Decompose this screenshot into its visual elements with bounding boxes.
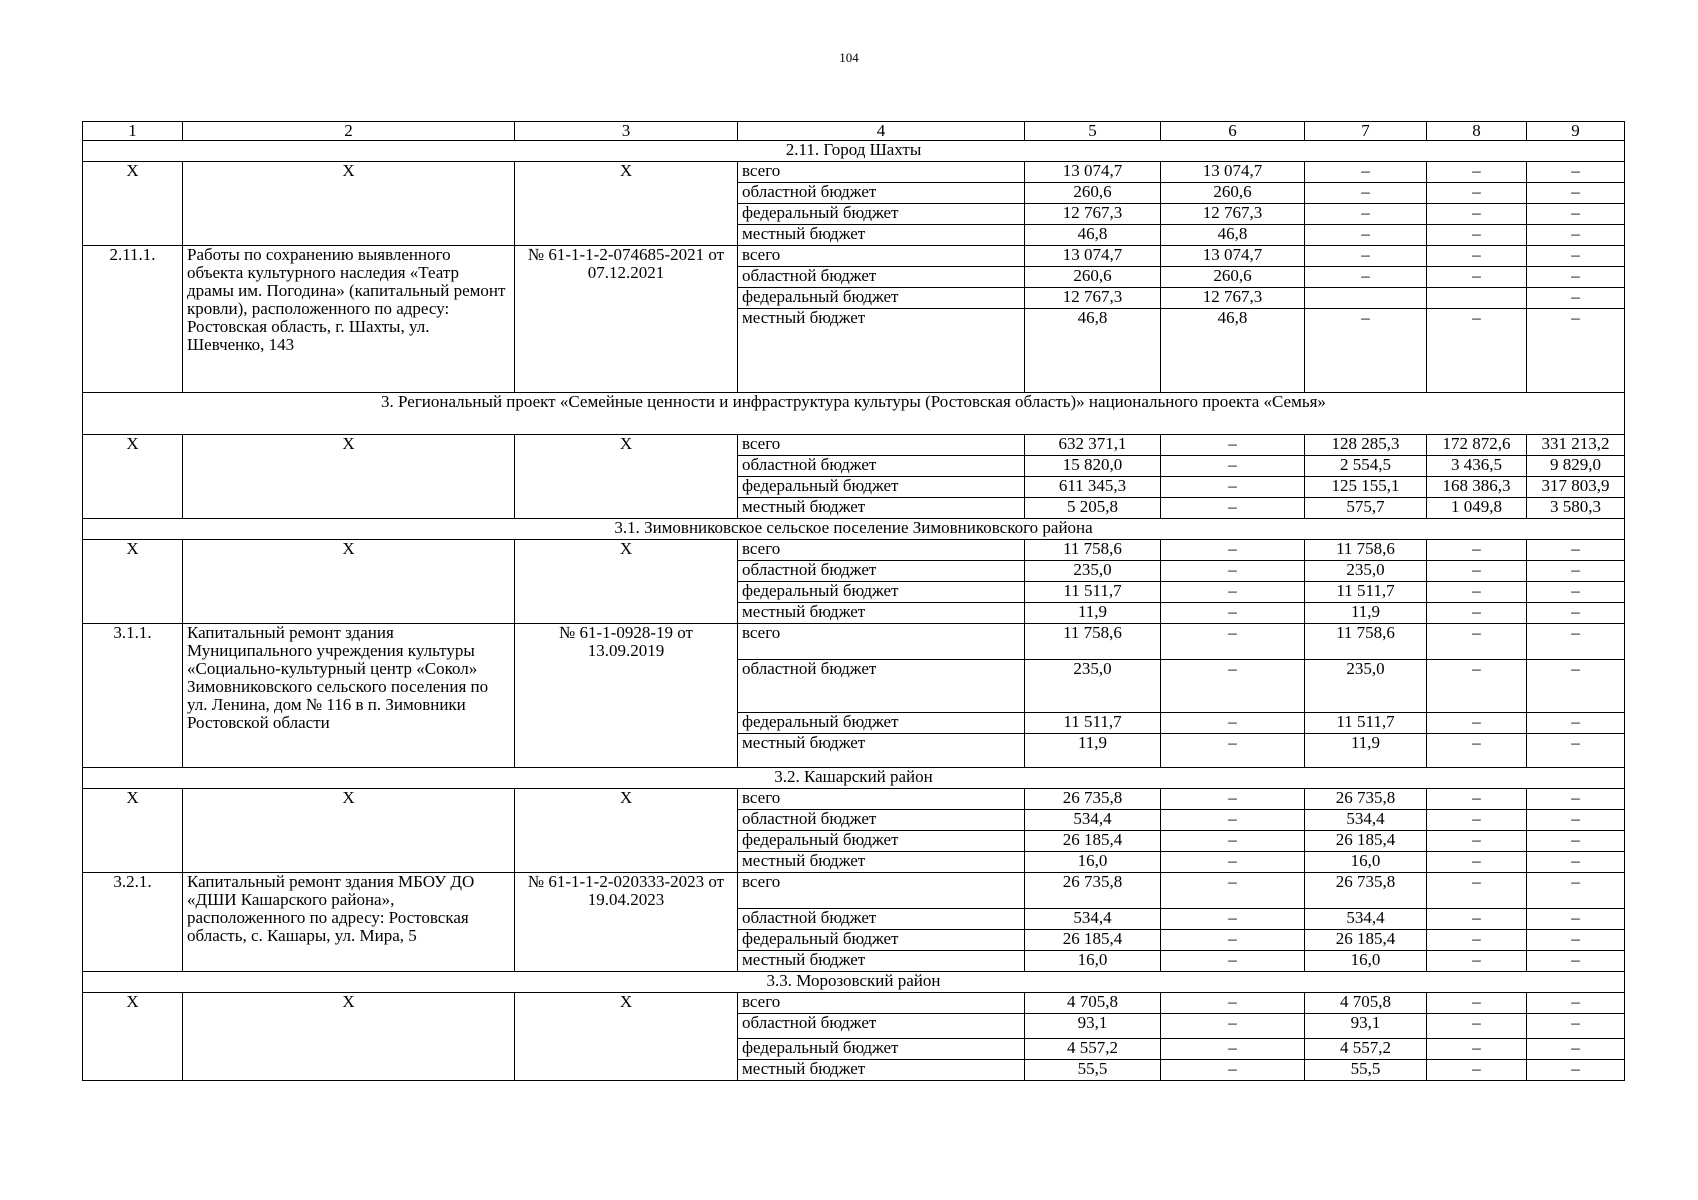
value-cell: – — [1305, 162, 1427, 183]
section-title: 3.3. Морозовский район — [83, 972, 1625, 993]
value-cell: 260,6 — [1025, 267, 1161, 288]
value-cell: – — [1161, 603, 1305, 624]
table-body — [83, 122, 1625, 1081]
value-cell: – — [1305, 204, 1427, 225]
document-ref: № 61-1-0928-19 от 13.09.2019 — [515, 624, 738, 768]
table-row — [83, 435, 1625, 456]
value-cell: 55,5 — [1305, 1060, 1427, 1081]
section-row — [83, 141, 1625, 162]
value-cell: 9 829,0 — [1527, 456, 1625, 477]
value-cell: – — [1427, 225, 1527, 246]
table-row — [83, 246, 1625, 267]
value-cell: – — [1161, 734, 1305, 768]
section-title: 3.1. Зимовниковское сельское поселение Зимовниковского района — [83, 519, 1625, 540]
value-cell: 13 074,7 — [1161, 162, 1305, 183]
header-cell: 1 — [83, 122, 183, 141]
budget-label: всего — [738, 435, 1025, 456]
value-cell: – — [1427, 852, 1527, 873]
value-cell: – — [1161, 582, 1305, 603]
value-cell: – — [1427, 660, 1527, 713]
value-cell: – — [1161, 789, 1305, 810]
value-cell: 46,8 — [1025, 309, 1161, 393]
table-row — [83, 873, 1625, 909]
budget-label: всего — [738, 246, 1025, 267]
value-cell: 12 767,3 — [1161, 288, 1305, 309]
value-cell: – — [1427, 734, 1527, 768]
value-cell: 632 371,1 — [1025, 435, 1161, 456]
section-row — [83, 519, 1625, 540]
value-cell: 611 345,3 — [1025, 477, 1161, 498]
budget-label: областной бюджет — [738, 810, 1025, 831]
document-ref: № 61-1-1-2-020333-2023 от 19.04.2023 — [515, 873, 738, 972]
header-cell: 5 — [1025, 122, 1161, 141]
table-row — [83, 624, 1625, 660]
value-cell: – — [1527, 1014, 1625, 1039]
row-number: Х — [83, 789, 183, 873]
section-title: 2.11. Город Шахты — [83, 141, 1625, 162]
value-cell: – — [1527, 204, 1625, 225]
value-cell: 16,0 — [1025, 951, 1161, 972]
value-cell: 575,7 — [1305, 498, 1427, 519]
table-row — [83, 162, 1625, 183]
value-cell: – — [1427, 1060, 1527, 1081]
value-cell: 26 185,4 — [1305, 831, 1427, 852]
budget-label: областной бюджет — [738, 660, 1025, 713]
section-title: 3.2. Кашарский район — [83, 768, 1625, 789]
value-cell: 13 074,7 — [1025, 246, 1161, 267]
value-cell: – — [1161, 909, 1305, 930]
value-cell: – — [1161, 1014, 1305, 1039]
value-cell: 4 557,2 — [1025, 1039, 1161, 1060]
value-cell: – — [1427, 713, 1527, 734]
value-cell: 46,8 — [1161, 225, 1305, 246]
value-cell: – — [1527, 540, 1625, 561]
value-cell: 2 554,5 — [1305, 456, 1427, 477]
budget-label: местный бюджет — [738, 309, 1025, 393]
budget-label: федеральный бюджет — [738, 204, 1025, 225]
value-cell: 3 580,3 — [1527, 498, 1625, 519]
budget-label: федеральный бюджет — [738, 713, 1025, 734]
value-cell: – — [1427, 1014, 1527, 1039]
value-cell: 534,4 — [1305, 909, 1427, 930]
row-number: Х — [83, 540, 183, 624]
page-number: 104 — [839, 50, 859, 65]
row-number: 2.11.1. — [83, 246, 183, 393]
document-ref: Х — [515, 540, 738, 624]
object-name: Х — [183, 540, 515, 624]
value-cell: – — [1161, 624, 1305, 660]
value-cell: – — [1305, 246, 1427, 267]
value-cell: – — [1527, 810, 1625, 831]
row-number: Х — [83, 435, 183, 519]
value-cell: – — [1305, 267, 1427, 288]
value-cell: 26 185,4 — [1305, 930, 1427, 951]
budget-label: областной бюджет — [738, 183, 1025, 204]
value-cell: 11 758,6 — [1025, 624, 1161, 660]
value-cell: – — [1427, 810, 1527, 831]
budget-label: областной бюджет — [738, 1014, 1025, 1039]
budget-label: областной бюджет — [738, 267, 1025, 288]
header-cell: 2 — [183, 122, 515, 141]
document-ref: № 61-1-1-2-074685-2021 от 07.12.2021 — [515, 246, 738, 393]
value-cell: 235,0 — [1305, 660, 1427, 713]
value-cell: – — [1305, 225, 1427, 246]
value-cell: 11 511,7 — [1025, 582, 1161, 603]
value-cell: 317 803,9 — [1527, 477, 1625, 498]
value-cell: – — [1527, 624, 1625, 660]
value-cell — [1305, 288, 1427, 309]
budget-label: местный бюджет — [738, 734, 1025, 768]
value-cell: – — [1527, 288, 1625, 309]
value-cell: 13 074,7 — [1025, 162, 1161, 183]
value-cell: – — [1527, 873, 1625, 909]
budget-label: областной бюджет — [738, 909, 1025, 930]
value-cell: 13 074,7 — [1161, 246, 1305, 267]
value-cell: 534,4 — [1025, 810, 1161, 831]
value-cell: – — [1427, 267, 1527, 288]
value-cell: 16,0 — [1025, 852, 1161, 873]
value-cell: – — [1427, 561, 1527, 582]
value-cell: 168 386,3 — [1427, 477, 1527, 498]
value-cell: 12 767,3 — [1025, 288, 1161, 309]
value-cell: – — [1427, 183, 1527, 204]
header-cell: 7 — [1305, 122, 1427, 141]
value-cell: – — [1305, 183, 1427, 204]
value-cell: 11 758,6 — [1305, 624, 1427, 660]
value-cell: 125 155,1 — [1305, 477, 1427, 498]
value-cell: – — [1161, 831, 1305, 852]
value-cell: 16,0 — [1305, 852, 1427, 873]
value-cell: 55,5 — [1025, 1060, 1161, 1081]
value-cell: – — [1161, 810, 1305, 831]
value-cell: 260,6 — [1025, 183, 1161, 204]
budget-label: всего — [738, 540, 1025, 561]
value-cell: – — [1427, 993, 1527, 1014]
value-cell: – — [1161, 435, 1305, 456]
value-cell: 93,1 — [1305, 1014, 1427, 1039]
value-cell: – — [1161, 1039, 1305, 1060]
value-cell: – — [1527, 713, 1625, 734]
value-cell: – — [1427, 309, 1527, 393]
value-cell: 1 049,8 — [1427, 498, 1527, 519]
value-cell: 4 705,8 — [1305, 993, 1427, 1014]
value-cell: – — [1527, 225, 1625, 246]
budget-label: всего — [738, 993, 1025, 1014]
object-name: Капитальный ремонт здания Муниципального учреждения культуры «Социально-культурный центр «Сокол» Зимовниковского сельского поселения по ул. Ленина, дом № 116 в п. Зимовники Ростовской области — [183, 624, 515, 768]
budget-label: всего — [738, 789, 1025, 810]
value-cell: – — [1161, 561, 1305, 582]
budget-label: областной бюджет — [738, 456, 1025, 477]
value-cell: – — [1527, 183, 1625, 204]
value-cell: 93,1 — [1025, 1014, 1161, 1039]
value-cell: – — [1427, 603, 1527, 624]
value-cell: 11,9 — [1305, 734, 1427, 768]
value-cell: 26 185,4 — [1025, 930, 1161, 951]
value-cell: – — [1161, 713, 1305, 734]
value-cell: 11,9 — [1025, 734, 1161, 768]
value-cell: – — [1427, 582, 1527, 603]
value-cell: 26 735,8 — [1025, 789, 1161, 810]
budget-label: федеральный бюджет — [738, 930, 1025, 951]
value-cell: – — [1427, 540, 1527, 561]
value-cell: – — [1527, 660, 1625, 713]
value-cell: – — [1427, 831, 1527, 852]
value-cell: – — [1161, 498, 1305, 519]
object-name: Капитальный ремонт здания МБОУ ДО «ДШИ Кашарского района», расположенного по адресу: Ростовская область, с. Кашары, ул. Мира, 5 — [183, 873, 515, 972]
value-cell: – — [1427, 1039, 1527, 1060]
value-cell: – — [1427, 909, 1527, 930]
table-row — [83, 789, 1625, 810]
value-cell: 11 511,7 — [1025, 713, 1161, 734]
value-cell: – — [1527, 993, 1625, 1014]
value-cell: – — [1527, 1060, 1625, 1081]
budget-label: местный бюджет — [738, 1060, 1025, 1081]
value-cell: 4 705,8 — [1025, 993, 1161, 1014]
value-cell: – — [1161, 477, 1305, 498]
header-cell: 9 — [1527, 122, 1625, 141]
value-cell: – — [1427, 873, 1527, 909]
value-cell: 11 758,6 — [1305, 540, 1427, 561]
budget-label: федеральный бюджет — [738, 582, 1025, 603]
value-cell: – — [1527, 1039, 1625, 1060]
value-cell: – — [1427, 951, 1527, 972]
value-cell: 172 872,6 — [1427, 435, 1527, 456]
value-cell: – — [1427, 162, 1527, 183]
budget-label: федеральный бюджет — [738, 1039, 1025, 1060]
value-cell: 260,6 — [1161, 267, 1305, 288]
section-title: 3. Региональный проект «Семейные ценности и инфраструктура культуры (Ростовская область)» национального проекта «Семья» — [83, 393, 1625, 435]
value-cell: 46,8 — [1025, 225, 1161, 246]
value-cell: – — [1427, 246, 1527, 267]
value-cell: – — [1527, 930, 1625, 951]
value-cell: 11 511,7 — [1305, 582, 1427, 603]
value-cell: 11 758,6 — [1025, 540, 1161, 561]
document-ref: Х — [515, 993, 738, 1081]
budget-label: федеральный бюджет — [738, 831, 1025, 852]
object-name: Х — [183, 435, 515, 519]
value-cell: – — [1161, 540, 1305, 561]
budget-label: местный бюджет — [738, 852, 1025, 873]
section-row — [83, 768, 1625, 789]
value-cell: – — [1427, 789, 1527, 810]
value-cell: 16,0 — [1305, 951, 1427, 972]
value-cell: – — [1161, 1060, 1305, 1081]
value-cell: – — [1527, 267, 1625, 288]
object-name: Х — [183, 162, 515, 246]
row-number: Х — [83, 162, 183, 246]
value-cell: – — [1527, 951, 1625, 972]
value-cell: – — [1161, 951, 1305, 972]
value-cell: 26 735,8 — [1305, 873, 1427, 909]
value-cell: 534,4 — [1025, 909, 1161, 930]
value-cell: – — [1527, 582, 1625, 603]
budget-label: федеральный бюджет — [738, 288, 1025, 309]
budget-label: всего — [738, 162, 1025, 183]
value-cell: 235,0 — [1025, 561, 1161, 582]
value-cell: – — [1161, 456, 1305, 477]
value-cell: – — [1427, 204, 1527, 225]
value-cell: 12 767,3 — [1025, 204, 1161, 225]
value-cell: 3 436,5 — [1427, 456, 1527, 477]
header-cell: 4 — [738, 122, 1025, 141]
value-cell: 128 285,3 — [1305, 435, 1427, 456]
budget-label: местный бюджет — [738, 498, 1025, 519]
row-number: Х — [83, 993, 183, 1081]
value-cell: – — [1161, 930, 1305, 951]
value-cell: – — [1527, 831, 1625, 852]
value-cell: 235,0 — [1025, 660, 1161, 713]
value-cell: – — [1305, 309, 1427, 393]
budget-label: областной бюджет — [738, 561, 1025, 582]
value-cell: – — [1527, 246, 1625, 267]
value-cell: 26 185,4 — [1025, 831, 1161, 852]
value-cell: – — [1161, 852, 1305, 873]
value-cell: 331 213,2 — [1527, 435, 1625, 456]
value-cell: 260,6 — [1161, 183, 1305, 204]
value-cell: 534,4 — [1305, 810, 1427, 831]
budget-label: всего — [738, 873, 1025, 909]
budget-table — [82, 121, 1625, 1081]
value-cell: – — [1161, 993, 1305, 1014]
value-cell: 46,8 — [1161, 309, 1305, 393]
value-cell: – — [1527, 789, 1625, 810]
value-cell: – — [1527, 909, 1625, 930]
budget-label: местный бюджет — [738, 951, 1025, 972]
value-cell: 11,9 — [1025, 603, 1161, 624]
column-number-row — [83, 122, 1625, 141]
value-cell: 11 511,7 — [1305, 713, 1427, 734]
value-cell: – — [1427, 930, 1527, 951]
value-cell: 5 205,8 — [1025, 498, 1161, 519]
row-number: 3.1.1. — [83, 624, 183, 768]
section-row — [83, 393, 1625, 435]
value-cell: – — [1527, 561, 1625, 582]
value-cell: – — [1527, 603, 1625, 624]
value-cell: – — [1161, 873, 1305, 909]
object-name: Х — [183, 993, 515, 1081]
value-cell: 12 767,3 — [1161, 204, 1305, 225]
value-cell: 26 735,8 — [1025, 873, 1161, 909]
value-cell — [1427, 288, 1527, 309]
value-cell: – — [1427, 624, 1527, 660]
value-cell: 11,9 — [1305, 603, 1427, 624]
header-cell: 3 — [515, 122, 738, 141]
object-name: Работы по сохранению выявленного объекта культурного наследия «Театр драмы им. Погодина» (капитальный ремонт кровли), расположенного по адресу: Ростовская область, г. Шахты, ул. Шевченко, 143 — [183, 246, 515, 393]
table-row — [83, 540, 1625, 561]
table-row — [83, 993, 1625, 1014]
document-ref: Х — [515, 789, 738, 873]
budget-label: местный бюджет — [738, 225, 1025, 246]
value-cell: 26 735,8 — [1305, 789, 1427, 810]
document-ref: Х — [515, 162, 738, 246]
value-cell: 15 820,0 — [1025, 456, 1161, 477]
value-cell: – — [1527, 162, 1625, 183]
budget-label: федеральный бюджет — [738, 477, 1025, 498]
value-cell: 4 557,2 — [1305, 1039, 1427, 1060]
value-cell: – — [1527, 852, 1625, 873]
value-cell: – — [1161, 660, 1305, 713]
row-number: 3.2.1. — [83, 873, 183, 972]
value-cell: – — [1527, 734, 1625, 768]
value-cell: – — [1527, 309, 1625, 393]
header-cell: 6 — [1161, 122, 1305, 141]
document-ref: Х — [515, 435, 738, 519]
section-row — [83, 972, 1625, 993]
value-cell: 235,0 — [1305, 561, 1427, 582]
header-cell: 8 — [1427, 122, 1527, 141]
budget-label: местный бюджет — [738, 603, 1025, 624]
object-name: Х — [183, 789, 515, 873]
budget-label: всего — [738, 624, 1025, 660]
